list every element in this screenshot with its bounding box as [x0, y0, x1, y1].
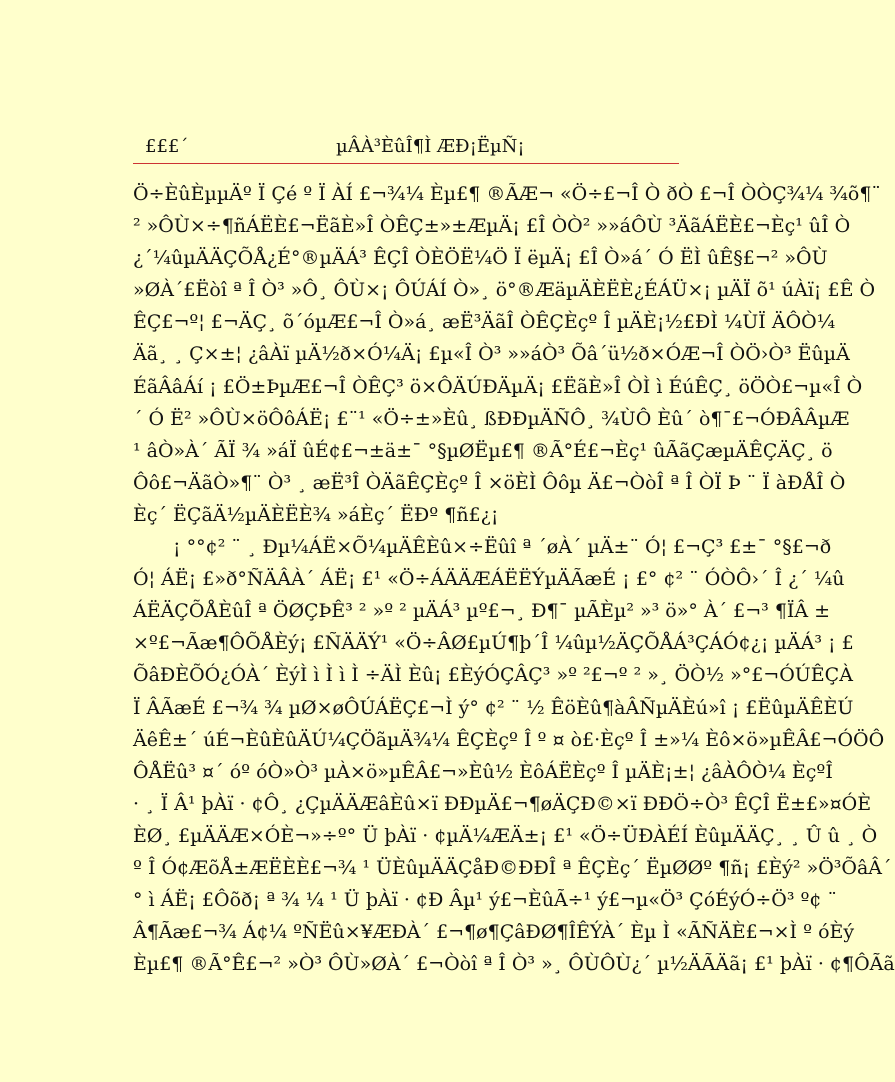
- text-line: »ØÀ´£Ëòî ª Î Ò³ »Ô¸ ÔÙ×¡ ÔÚÁÍ Ò»¸ ö°®ÆäµÄÈËÈ¿ÉÁÜ×¡ µÄÏ õ¹ úÀï¡ £Ê Ò: [133, 279, 876, 302]
- paragraph-1: [133, 178, 881, 531]
- header-divider: [133, 163, 679, 164]
- text-line: Ôô£¬ÄãÒ»¶¨ Ò³ ¸ æË³Î ÒÄãÊÇÈçº Î ×öÈÌ Ôôµ Ä£¬ÒòÎ ª Î ÒÏ Þ ¨ Ï àÐÅÎ Ò: [133, 471, 846, 494]
- text-line: ÊÇ£¬º¦ £¬ÄÇ¸ õ´óµÆ£¬Î Ò»á¸ æË³ÄãÎ ÒÊÇÈçº Î µÄÈ¡½£ÐÌ ¼ÙÏ ÄÔÒ¼: [133, 311, 836, 334]
- text-line: Èç´ ËÇãÄ½µÄÈËÈ¾ »áÈç´ ËÐº ¶ñ£¿¡: [133, 503, 499, 526]
- chapter-title: µÂÀ³ÈûÎ¶Ì ÆÐ¡ËµÑ¡: [336, 136, 525, 157]
- text-line: ÔÅËû³ ¤´ óº óÒ»Ò³ µÀ×ö»µÊÂ£¬»Èû½ ÈôÁËÈçº Î µÄÈ¡±¦ ¿âÀÔÒ¼ ÈçºÎ: [133, 760, 833, 783]
- text-line: Ö÷ÈûÈµµÄº Ï Çé º Ï ÀÍ £¬¾¼ Èµ£¶ ®ÃÆ¬ «Ö÷£¬Î Ò ðÒ £¬Î ÒÒÇ¾¼ ¾õ¶¨: [133, 183, 881, 205]
- paragraph-2: [133, 531, 895, 980]
- text-line: Ó¦ ÁË¡ £»ð°ÑÄÂÀ´ ÁË¡ £¹ «Ö÷ÁÄÄÆÁËËÝµÄÃæÉ ¡ £° ¢² ¨ ÓÒÔ›´ Î ¿´ ¼û: [133, 568, 845, 591]
- text-line: ÉãÂâÁí ¡ £Ö±ÞµÆ£¬Î ÒÊÇ³ ö×ÔÄÚÐÄµÄ¡ £ËãÈ»Î ÒÌ ì ÉúÊÇ¸ öÖÒ£¬µ«Î Ò: [133, 375, 863, 398]
- text-line: ÄêÊ±´ úÉ¬ÈûÈûÄÚ¼ÇÖãµÄ¾¼ ÊÇÈçº Î º ¤ ò£·Èçº Î ±»¼ Èô×ö»µÊÂ£¬ÓÖÔ: [133, 728, 885, 751]
- text-line: ÈØ¸ £µÄÄÆ×ÓÈ¬»÷º° Ü þÀï · ¢µÄ¼ÆÄ±¡ £¹ «Ö÷ÜÐÀÉÍ ÈûµÄÄÇ¸ ¸ Û û ¸ Ò: [133, 824, 878, 847]
- text-line: ° ì ÁË¡ £Ôõð¡ ª ¾ ¼ ¹ Ü þÀï · ¢Ð Âµ¹ ý£¬ÈûÃ÷¹ ý£¬µ«Ö³ ÇóÉýÓ÷Ö³ º¢ ¨: [133, 889, 838, 912]
- body-text: [133, 178, 895, 980]
- running-header: [133, 134, 679, 164]
- text-line: ´ Ó Ë² »ÔÙ×öÔôÁË¡ £¨¹ «Ö÷±»Èû¸ ßÐÐµÄÑÔ¸ ¾ÙÔ Èû´ ò¶¯£¬ÓÐÂÂµÆ: [133, 407, 850, 430]
- text-line: ¹ âÒ»À´ ÃÏ ¾ »áÏ ûÉ¢£¬±ä±¯ °§µØËµ£¶ ®Ã°É£¬Èç¹ ûÃãÇæµÄÊÇÄÇ¸ ö: [133, 439, 833, 462]
- page-number: £££´: [145, 136, 189, 157]
- text-line: ¿´¼ûµÄÄÇÕÅ¿É°®µÄÁ³ ÊÇÎ ÒÈÖË¼Ö Ï ëµÄ¡ £Î Ò»á´ Ó ËÌ ûÊ§£¬² »ÔÙ: [133, 247, 828, 270]
- text-line: Èµ£¶ ®Ã°Ê£¬² »Ò³ ÔÙ»ØÀ´ £¬Òòî ª Î Ò³ »¸ ÔÙÔÙ¿´ µ½ÄÃÄã¡ £¹ þÀï · ¢¶ÔÃã: [133, 953, 895, 976]
- text-line: Äã¸ ¸ Ç×±¦ ¿âÀï µÄ½ð×Ó¼Ä¡ £µ«Î Ò³ »»áÒ³ Õâ´ü½ð×ÓÆ¬Î ÒÖ›Ò³ ËûµÄ: [133, 343, 850, 366]
- text-line: · ¸ Ï Â¹ þÀï · ¢Ô¸ ¿ÇµÄÄÆâÈû×ï ÐÐµÄ£¬¶øÄÇÐ©×ï ÐÐÖ÷Ò³ ÊÇÎ Ë±£»¤ÓÈ: [133, 792, 872, 815]
- text-line: Â¶Ãæ£¬¾ Á¢¼ ºÑËû×¥ÆÐÀ´ £¬¶ø¶ÇâÐØ¶ÎÊÝÀ´ Èµ Ì «ÃÑÄÈ£¬×Ì º óÈý: [133, 921, 855, 944]
- text-line: º Î Ó¢ÆõÅ±ÆËÈÈ£¬¾ ¹ ÜÈûµÄÄÇåÐ©ÐÐÎ ª ÊÇÈç´ ËµØØº ¶ñ¡ £Èý² »Ö³ÕâÂ´: [133, 856, 892, 879]
- text-line: ¡ °°¢² ¨ ¸ Ðµ¼ÁË×Õ¼µÄÊÈû×÷Ëûî ª ´øÀ´ µÄ±¨ Ó¦ £¬Ç³ £±¯ °§£¬ð: [173, 536, 832, 559]
- text-line: ÁËÄÇÕÅÈûÎ ª ÖØÇÞÊ³ ² »º ² µÄÁ³ µº£¬¸ Ð¶¯ µÃÈµ² »³ ö»° À´ £¬³ ¶ÏÂ ±: [133, 600, 831, 623]
- text-line: ² »ÔÙ×÷¶ñÁËÈ£¬ËãÈ»Î ÒÊÇ±»±ÆµÄ¡ £Î ÒÒ² »»áÔÙ ³ÄãÁËÈ£¬Èç¹ ûÎ Ò: [133, 215, 851, 238]
- text-line: Ï ÂÃæÉ £¬¾ ¾ µØ×øÔÚÁËÇ£¬Ì ý° ¢² ¨ ½ ÊöÈû¶àÂÑµÄÈú»î ¡ £ËûµÄÊÈÚ: [133, 696, 854, 719]
- text-line: ÕâÐÈÕÓ¿ÓÀ´ ÈýÌ ì Ì ì Ì ÷ÄÌ Èû¡ £ÈýÓÇÂÇ³ »º ²£¬º ² »¸ ÖÒ½ »°£¬ÓÚÊÇÀ: [133, 664, 853, 687]
- text-line: ×º£¬Ãæ¶ÔÕÅÈý¡ £ÑÄÄÝ¹ «Ö÷ÂØ£µÚ¶þ´Î ¼ûµ½ÄÇÕÅÁ³ÇÁÓ¢¿¡ µÄÁ³ ¡ £: [133, 632, 854, 655]
